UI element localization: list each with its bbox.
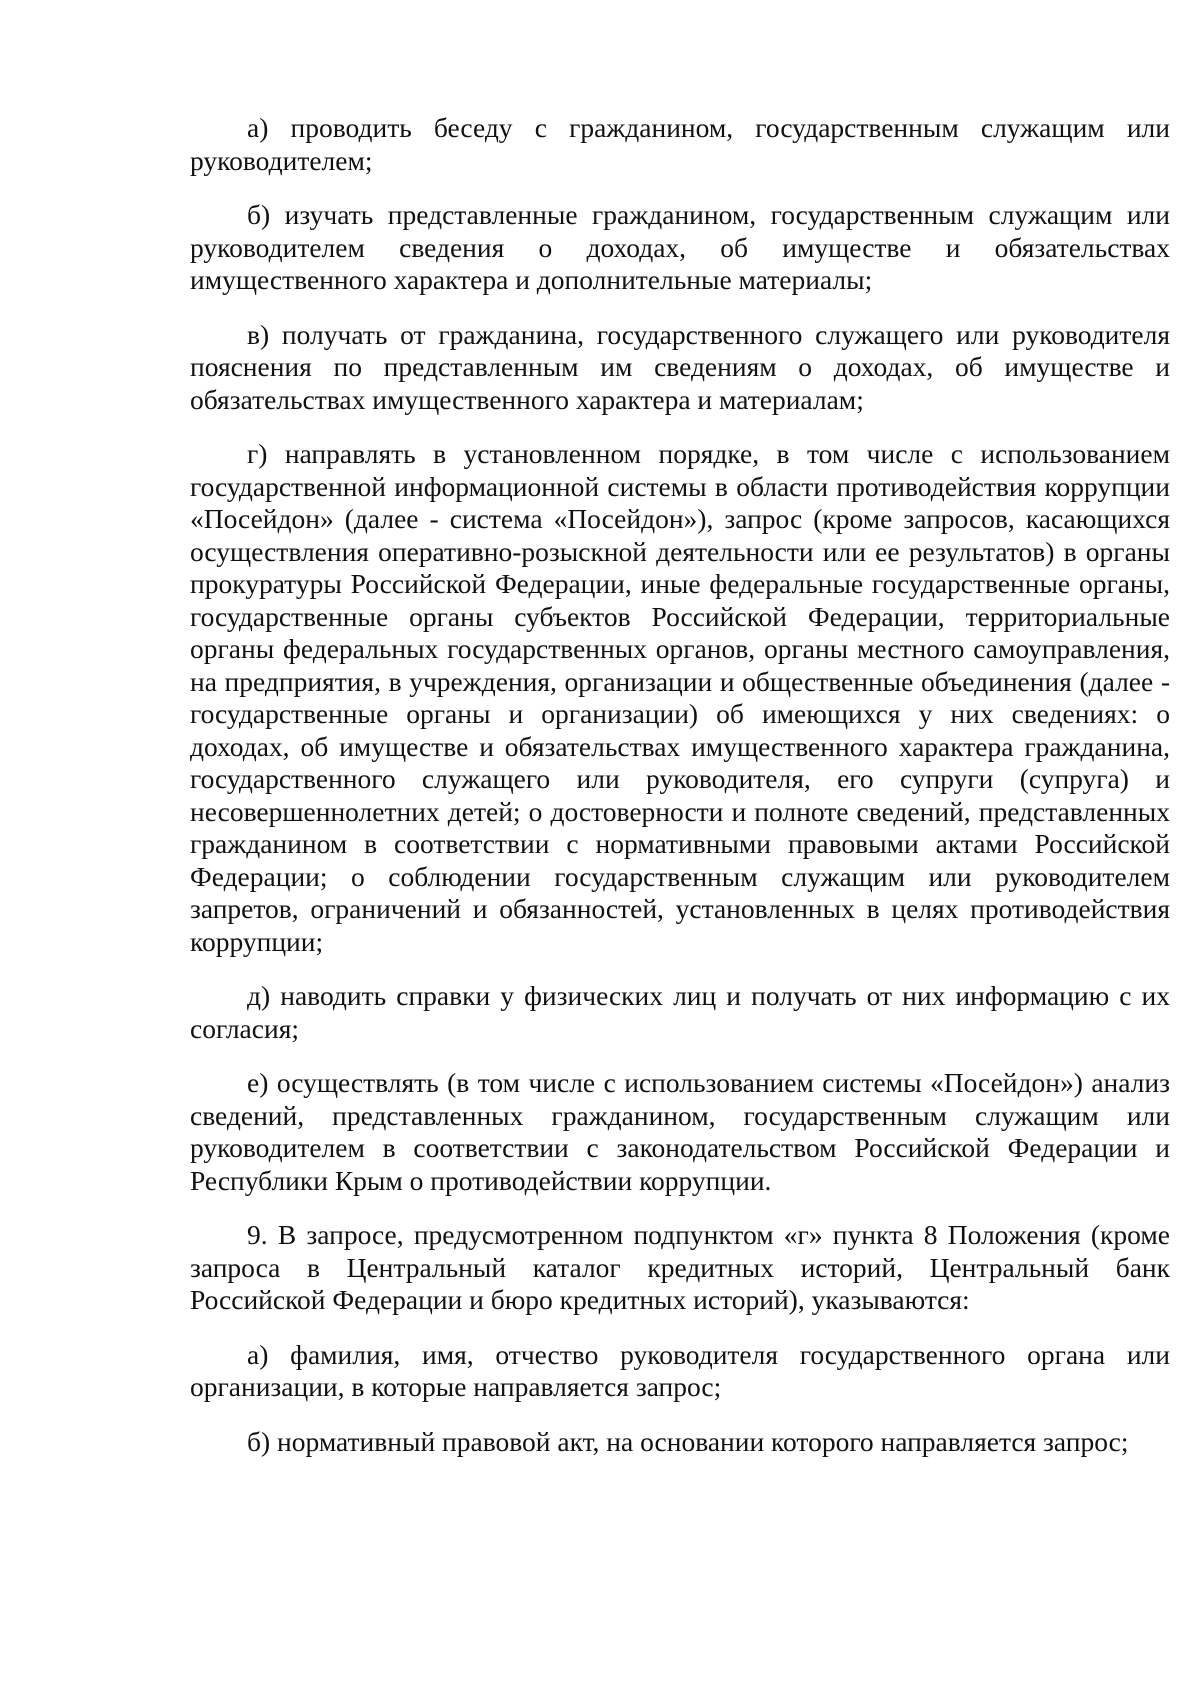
- paragraph-g-requests: г) направлять в установленном порядке, в том числе с использованием государственной информационной системы в области противодействия коррупции «Посейдон» (далее - система «Посейдон»), запрос (кроме запросов, касающихся осуществления оперативно-розыскной деятельности или ее результатов) в органы прокуратуры Российской Федерации, иные федеральные государственные органы, государственные органы субъектов Российской Федерации, территориальные органы федеральных государственных органов, органы местного самоуправления, на предприятия, в учреждения, организации и общественные объединения (далее - государственные органы и организации) об имеющихся у них сведениях: о доходах, об имуществе и обязательствах имущественного характера гражданина, государственного служащего или руководителя, его супруги (супруга) и несовершеннолетних детей; о достоверности и полноте сведений, представленных гражданином в соответствии с нормативными правовыми актами Российской Федерации; о соблюдении государственным служащим или руководителем запретов, ограничений и обязанностей, установленных в целях противодействия коррупции;: [190, 438, 1170, 957]
- paragraph-v-explanations: в) получать от гражданина, государственного служащего или руководителя пояснения по представленным им сведениям о доходах, об имуществе и обязательствах имущественного характера и материалам;: [190, 318, 1170, 415]
- paragraph-9b-legal-act: б) нормативный правовой акт, на основании которого направляется запрос;: [247, 1425, 1129, 1457]
- paragraph-a-conversation: а) проводить беседу с гражданином, государственным служащим или руководителем;: [190, 112, 1170, 176]
- paragraph-9a-addressee: а) фамилия, имя, отчество руководителя государственного органа или организации, в которые направляется запрос;: [190, 1338, 1170, 1402]
- paragraph-9-request-contents: 9. В запросе, предусмотренном подпунктом «г» пункта 8 Положения (кроме запроса в Центральный каталог кредитных историй, Центральный банк Российской Федерации и бюро кредитных историй), указываются:: [190, 1219, 1170, 1315]
- document-page: [190, 112, 1170, 1480]
- paragraph-e-analysis: е) осуществлять (в том числе с использованием системы «Посейдон») анализ сведений, представленных гражданином, государственным служащим или руководителем в соответствии с законодательством Российской Федерации и Республики Крым о противодействии коррупции.: [190, 1067, 1170, 1196]
- paragraph-b-study-materials: б) изучать представленные гражданином, государственным служащим или руководителем сведения о доходах, об имуществе и обязательствах имущественного характера и дополнительные материалы;: [190, 199, 1170, 295]
- paragraph-d-inquiries: д) наводить справки у физических лиц и получать от них информацию с их согласия;: [190, 980, 1170, 1044]
